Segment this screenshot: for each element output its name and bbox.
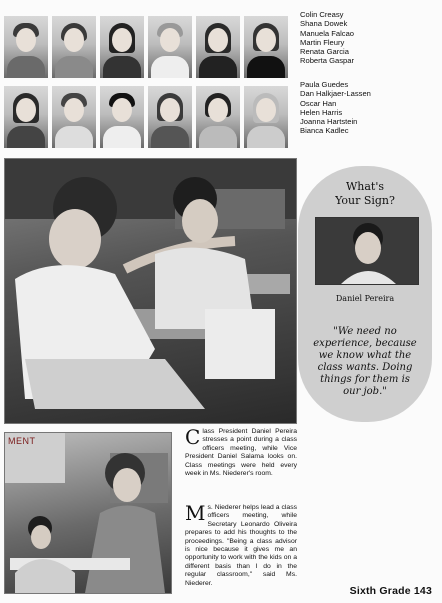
classroom-sign-fragment: MENT <box>8 436 36 446</box>
sign-student-name: Daniel Pereira <box>335 294 395 303</box>
caption-class-president <box>185 425 297 478</box>
portrait-helen-harris <box>148 86 192 148</box>
name-renata-garcia: Renata Garcia <box>300 47 349 57</box>
name-martin-fleury: Martin Fleury <box>300 37 345 47</box>
advisor-scene-illustration <box>5 433 171 593</box>
portrait-roberta-gaspar <box>244 16 288 78</box>
sign-quote: "We need no experience, because we know what the class wants. Doing things for them is our job." <box>313 326 417 397</box>
portrait-paula-guedes <box>4 86 48 148</box>
name-manuela-falcao: Manuela Falcao <box>300 28 355 38</box>
name-list-top <box>300 10 354 66</box>
portrait-illustration <box>316 218 418 284</box>
class-officers-meeting-photo <box>4 158 297 424</box>
name-list-bottom <box>300 80 371 136</box>
name-paula-guedes: Paula Guedes <box>300 80 349 89</box>
portrait-oscar-han <box>100 86 144 148</box>
daniel-pereira-portrait <box>315 217 419 285</box>
portrait-shana-dowek <box>52 16 96 78</box>
sign-title-line1: What's <box>345 180 385 193</box>
portrait-bianca-kadlec <box>244 86 288 148</box>
portrait-colin-creasy <box>4 16 48 78</box>
portrait-martin-fleury <box>148 16 192 78</box>
advisor-meeting-photo <box>4 432 172 594</box>
whats-your-sign-panel <box>298 166 432 422</box>
name-helen-harris: Helen Harris <box>300 107 343 117</box>
name-shana-dowek: Shana Dowek <box>300 19 348 29</box>
portrait-manuela-falcao <box>100 16 144 78</box>
name-oscar-han: Oscar Han <box>300 98 337 108</box>
portrait-renata-garcia <box>196 16 240 78</box>
sign-title-line2: Your Sign? <box>335 194 395 207</box>
caption-advisor <box>185 501 297 588</box>
page-folio: Sixth Grade 143 <box>349 585 432 597</box>
name-bianca-kadlec: Bianca Kadlec <box>300 126 349 136</box>
caption-drop-cap: M <box>185 501 206 525</box>
caption-body: lass President Daniel Pereira stresses a point during a class officers meeting, while Vice President Daniel Salama looks on. Class meetings were held every week in Ms. Niederer's room. <box>185 428 297 478</box>
name-dan-halkjaer-lassen: Dan Halkjaer-Lassen <box>300 89 371 99</box>
name-colin-creasy: Colin Creasy <box>300 10 344 19</box>
caption-drop-cap: C <box>185 425 201 449</box>
classroom-scene-illustration <box>5 159 296 423</box>
caption-body: s. Niederer helps lead a class officers meeting, while Secretary Leonardo Oliveira prepares to add his thoughts to the proceedings. "Being a class advisor is nice because it gives me an opportunity to work with the kids on a different basis than I do in the regular classroom," said Ms. Niederer. <box>185 504 297 587</box>
portrait-dan-halkjaer-lassen <box>52 86 96 148</box>
name-roberta-gaspar: Roberta Gaspar <box>300 56 355 66</box>
portrait-joanna-hartstein <box>196 86 240 148</box>
name-joanna-hartstein: Joanna Hartstein <box>300 117 358 127</box>
